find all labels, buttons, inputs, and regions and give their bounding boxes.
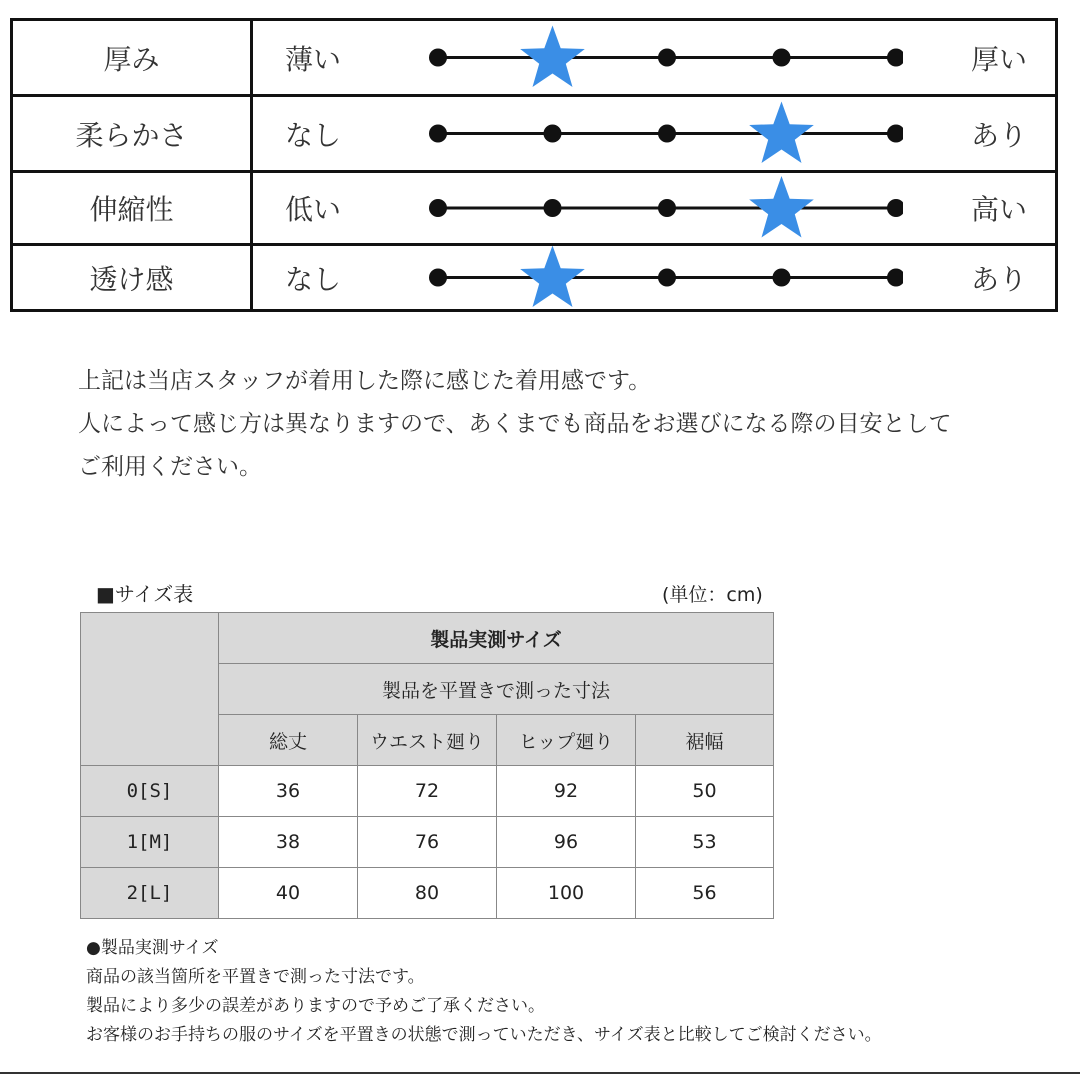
size-label: 0[S] bbox=[81, 766, 219, 817]
scale-dot bbox=[658, 199, 676, 217]
footnote-line: 製品により多少の誤差がありますので予めご了承ください。 bbox=[86, 996, 545, 1016]
scale-dot bbox=[429, 199, 447, 217]
scale-dot bbox=[658, 125, 676, 143]
rating-scale bbox=[413, 97, 903, 170]
scale-dot bbox=[429, 269, 447, 287]
column-header: 裾幅 bbox=[636, 715, 774, 766]
star-icon bbox=[520, 26, 585, 88]
table-cell: 92 bbox=[497, 766, 636, 817]
scale-dot bbox=[544, 125, 562, 143]
table-cell: 53 bbox=[636, 817, 774, 868]
feel-table bbox=[10, 18, 1058, 312]
size-label: 1[M] bbox=[81, 817, 219, 868]
star-icon bbox=[749, 176, 814, 238]
footnote-line: 商品の該当箇所を平置きで測った寸法です。 bbox=[86, 967, 425, 987]
scale-dot bbox=[544, 199, 562, 217]
size-table-title: ■サイズ表 bbox=[96, 582, 194, 606]
rating-scale-graphic bbox=[413, 97, 903, 170]
feel-label: 伸縮性 bbox=[13, 173, 253, 243]
wearing-note bbox=[78, 360, 1038, 489]
table-cell: 50 bbox=[636, 766, 774, 817]
size-table bbox=[80, 612, 774, 919]
table-cell: 80 bbox=[358, 868, 497, 919]
size-label: 2[L] bbox=[81, 868, 219, 919]
feel-low-label: なし bbox=[285, 262, 342, 296]
table-cell: 72 bbox=[358, 766, 497, 817]
star-icon bbox=[520, 246, 585, 307]
rating-scale bbox=[413, 173, 903, 243]
scale-dot bbox=[887, 199, 903, 217]
table-cell: 100 bbox=[497, 868, 636, 919]
feel-row-softness bbox=[13, 94, 1055, 170]
star-icon bbox=[749, 102, 814, 164]
scale-dot bbox=[773, 49, 791, 67]
table-cell: 36 bbox=[219, 766, 358, 817]
table-row bbox=[81, 868, 774, 919]
footnote-line: ●製品実測サイズ bbox=[86, 938, 219, 958]
feel-high-label: あり bbox=[970, 262, 1027, 296]
size-footnotes bbox=[86, 934, 1046, 1050]
table-cell: 76 bbox=[358, 817, 497, 868]
feel-row-stretch bbox=[13, 170, 1055, 243]
feel-high-label: あり bbox=[970, 118, 1027, 152]
rating-scale bbox=[413, 246, 903, 309]
rating-scale-graphic bbox=[413, 21, 903, 94]
scale-dot bbox=[658, 49, 676, 67]
column-header: 総丈 bbox=[219, 715, 358, 766]
column-header: ヒップ廻り bbox=[497, 715, 636, 766]
feel-high-label: 高い bbox=[970, 193, 1027, 226]
rating-scale-graphic bbox=[413, 173, 903, 243]
note-line: 人によって感じ方は異なりますので、あくまでも商品をお選びになる際の目安として bbox=[78, 411, 952, 437]
table-cell: 96 bbox=[497, 817, 636, 868]
table-row bbox=[81, 766, 774, 817]
rating-scale-graphic bbox=[413, 246, 903, 309]
feel-high-label: 厚い bbox=[970, 42, 1027, 76]
scale-dot bbox=[887, 269, 903, 287]
scale-dot bbox=[773, 269, 791, 287]
scale-dot bbox=[658, 269, 676, 287]
bottom-divider bbox=[0, 1072, 1080, 1074]
feel-low-label: 低い bbox=[285, 193, 342, 226]
group-header: 製品実測サイズ bbox=[219, 613, 774, 664]
scale-dot bbox=[887, 49, 903, 67]
column-header: ウエスト廻り bbox=[358, 715, 497, 766]
feel-low-label: 薄い bbox=[285, 42, 342, 76]
table-cell: 40 bbox=[219, 868, 358, 919]
scale-dot bbox=[429, 49, 447, 67]
feel-row-thickness bbox=[13, 21, 1055, 94]
footnote-line: お客様のお手持ちの服のサイズを平置きの状態で測っていただき、サイズ表と比較してご検討ください。 bbox=[86, 1025, 882, 1045]
table-cell: 38 bbox=[219, 817, 358, 868]
scale-dot bbox=[887, 125, 903, 143]
note-line: 上記は当店スタッフが着用した際に感じた着用感です。 bbox=[78, 368, 652, 394]
feel-label: 透け感 bbox=[13, 246, 253, 309]
feel-low-label: なし bbox=[285, 118, 342, 152]
table-cell: 56 bbox=[636, 868, 774, 919]
scale-dot bbox=[429, 125, 447, 143]
feel-row-sheerness bbox=[13, 243, 1055, 309]
corner-cell bbox=[81, 613, 219, 766]
note-line: ご利用ください。 bbox=[78, 454, 262, 480]
table-row bbox=[81, 817, 774, 868]
feel-label: 厚み bbox=[13, 21, 253, 94]
size-table-unit: (単位：cm) bbox=[662, 584, 763, 606]
feel-label: 柔らかさ bbox=[13, 97, 253, 170]
rating-scale bbox=[413, 21, 903, 94]
sub-header: 製品を平置きで測った寸法 bbox=[219, 664, 774, 715]
